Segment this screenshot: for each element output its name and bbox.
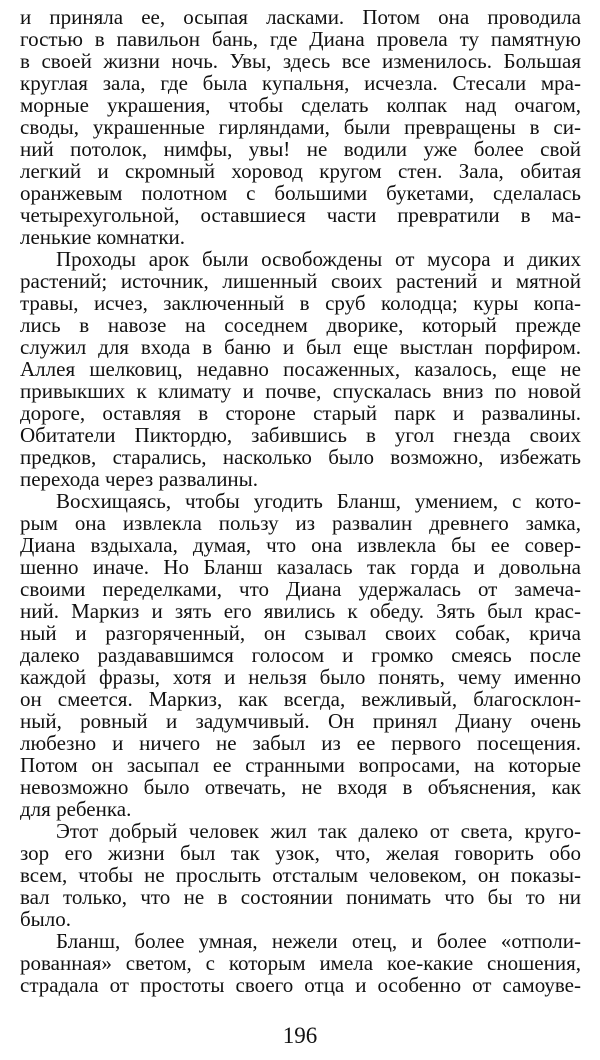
text-line: рым она извлекла пользу из развалин древнего замка, <box>20 511 581 535</box>
text-line: в своей жизни ночь. Увы, здесь все изменилось. Большая <box>20 49 581 73</box>
paragraph <box>20 248 581 490</box>
text-line: Восхищаясь, чтобы угодить Бланш, умением, с кото- <box>56 489 581 513</box>
text-line: предков, старались, насколько было возможно, избежать <box>20 445 581 469</box>
text-line: четырехугольной, оставшиеся части превратили в ма- <box>20 203 581 227</box>
text-line: он смеется. Маркиз, как всегда, вежливый, благосклон- <box>20 687 581 711</box>
text-line: Этот добрый человек жил так далеко от света, круго- <box>56 819 581 843</box>
book-page-text <box>20 6 581 996</box>
text-line: привыкших к климату и почве, спускалась вниз по новой <box>20 379 581 403</box>
text-line: Аллея шелковиц, недавно посаженных, казалось, еще не <box>20 357 581 381</box>
text-line: оранжевым полотном с большими букетами, сделалась <box>20 181 581 205</box>
text-line: круглая зала, где была купальня, исчезла. Стесали мра- <box>20 71 581 95</box>
paragraph <box>20 490 581 820</box>
text-line: перехода через развалины. <box>20 467 259 491</box>
text-line: любезно и ничего не забыл из ее первого посещения. <box>20 731 581 755</box>
text-line: ний. Маркиз и зять его явились к обеду. Зять был крас- <box>20 599 581 623</box>
text-line: травы, исчез, заключенный в сруб колодца; куры копа- <box>20 291 581 315</box>
text-line: гостью в павильон бань, где Диана провела ту памятную <box>20 27 581 51</box>
text-line: Диана вздыхала, думая, что она извлекла бы ее совер- <box>20 533 581 557</box>
text-line: ленькие комнатки. <box>20 225 186 249</box>
text-line: рованная» светом, с которым имела кое-какие сношения, <box>20 951 581 975</box>
text-line: ний потолок, нимфы, увы! не водили уже более свой <box>20 137 581 161</box>
text-line: было. <box>20 907 72 931</box>
text-line: Проходы арок были освобождены от мусора и диких <box>56 247 581 271</box>
text-line: растений; источник, лишенный своих растений и мятной <box>20 269 581 293</box>
text-line: невозможно было отвечать, не входя в объяснения, как <box>20 775 581 799</box>
text-line: морные украшения, чтобы сделать колпак над очагом, <box>20 93 581 117</box>
text-line: Обитатели Пиктордю, забившись в угол гнезда своих <box>20 423 581 447</box>
text-line: Потом он засыпал ее странными вопросами, на которые <box>20 753 581 777</box>
paragraph <box>20 6 581 248</box>
text-line: зор его жизни был так узок, что, желая говорить обо <box>20 841 581 865</box>
paragraph <box>20 930 581 996</box>
text-line: своды, украшенные гирляндами, были превращены в си- <box>20 115 581 139</box>
text-line: всем, чтобы не прослыть отсталым человеком, он показы- <box>20 863 581 887</box>
text-line: шенно иначе. Но Бланш казалась так горда и довольна <box>20 555 581 579</box>
text-line: страдала от простоты своего отца и особенно от самоуве- <box>20 973 581 997</box>
text-line: служил для входа в баню и был еще выстлан порфиром. <box>20 335 581 359</box>
text-line: дороге, оставляя в стороне старый парк и развалины. <box>20 401 581 425</box>
text-line: Бланш, более умная, нежели отец, и более «отполи- <box>56 929 581 953</box>
text-line: для ребенка. <box>20 797 132 821</box>
text-line: легкий и скромный хоровод кругом стен. Зала, обитая <box>20 159 581 183</box>
text-line: каждой фразы, хотя и нельзя было понять, чему именно <box>20 665 581 689</box>
text-line: своими переделками, что Диана удержалась от замеча- <box>20 577 581 601</box>
page-number: 196 <box>282 1023 318 1048</box>
text-line: ный и разгоряченный, он сзывал своих собак, крича <box>20 621 581 645</box>
paragraph <box>20 820 581 930</box>
text-line: и приняла ее, осыпая ласками. Потом она проводила <box>20 5 581 29</box>
text-line: вал только, что не в состоянии понимать что бы то ни <box>20 885 581 909</box>
text-line: ный, ровный и задумчивый. Он принял Диану очень <box>20 709 581 733</box>
text-line: далеко раздававшимся голосом и громко смеясь после <box>20 643 581 667</box>
text-line: лись в навозе на соседнем дворике, который прежде <box>20 313 581 337</box>
